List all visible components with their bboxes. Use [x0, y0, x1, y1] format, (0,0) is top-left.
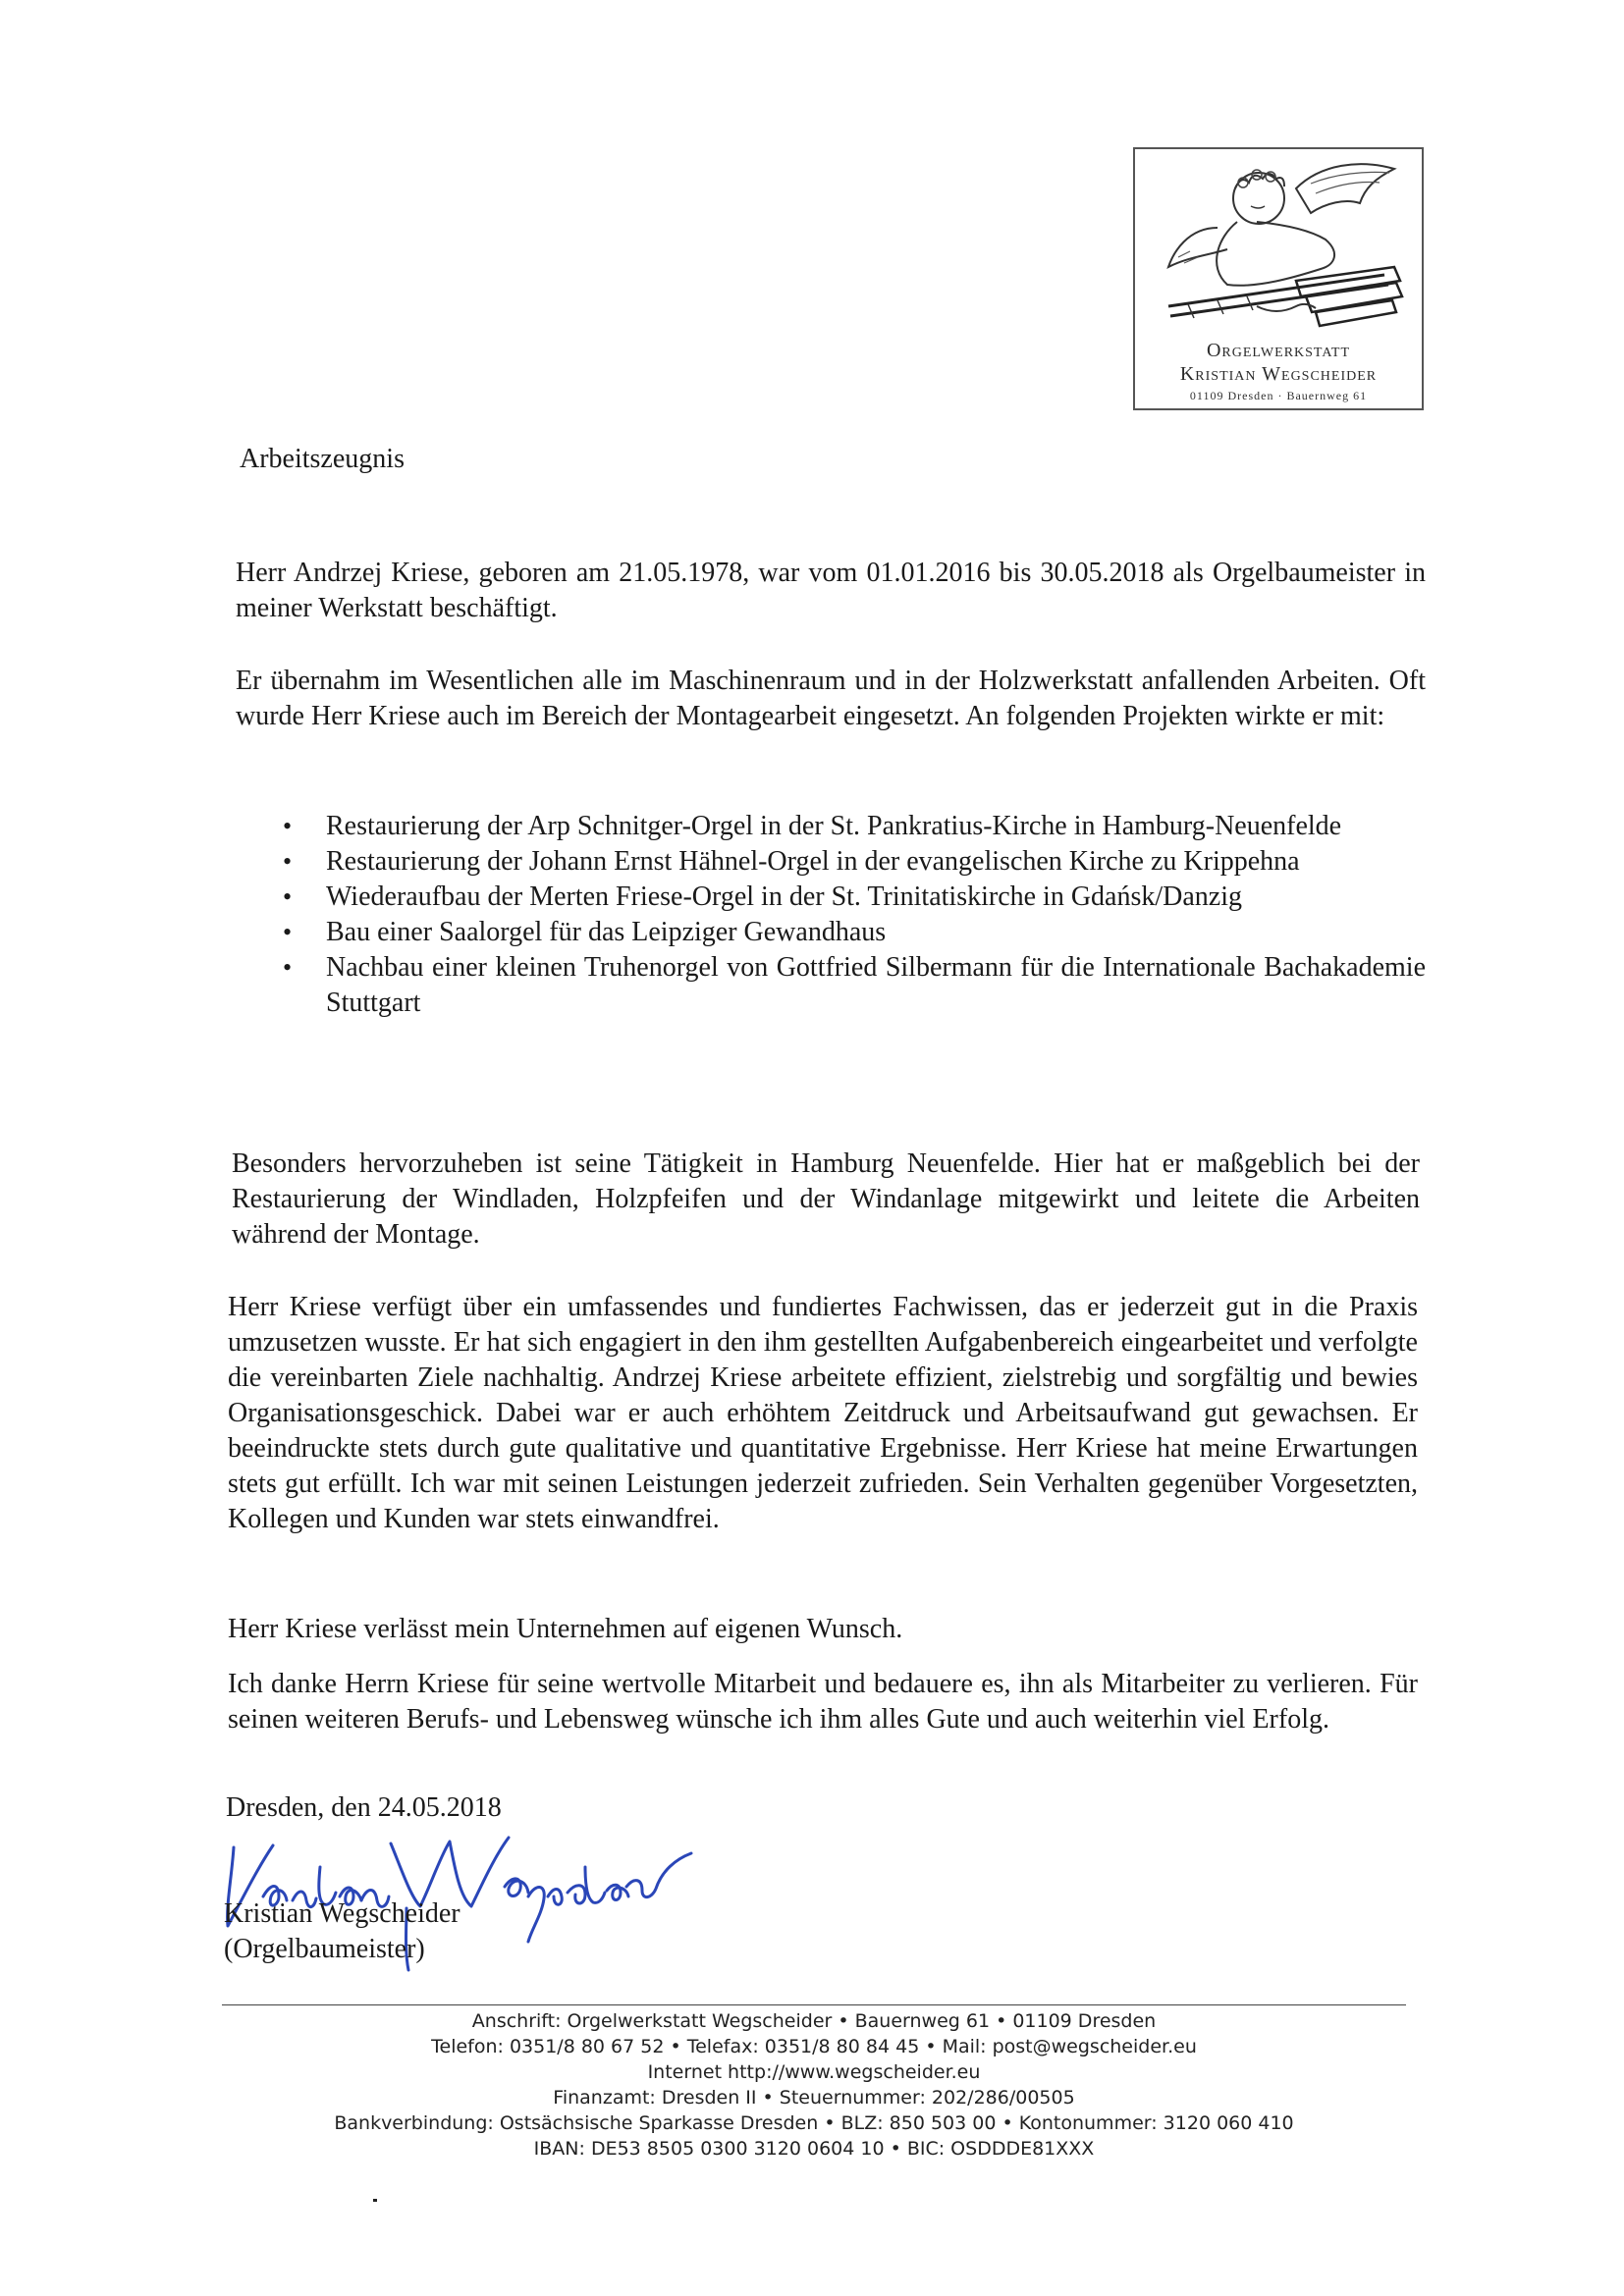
list-item — [236, 950, 1426, 1021]
footer-iban: IBAN: DE53 8505 0300 3120 0604 10 • BIC: OSDDDE81XXX — [533, 2138, 1095, 2160]
list-item — [236, 809, 1426, 844]
project-text: Wiederaufbau der Merten Friese-Orgel in der St. Trinitatiskirche in Gdańsk/Danzig — [326, 881, 1243, 912]
bullet-icon: • — [283, 847, 293, 876]
scan-speck — [373, 2199, 377, 2202]
paragraph-thanks: Ich danke Herrn Kriese für seine wertvolle Mitarbeit und bedauere es, ihn als Mitarbeiter zu verlieren. Für seinen weiteren Berufs- und Lebensweg wünsche ich ihm alles Gute und auch weiterhin viel Erfolg. — [228, 1669, 1418, 1735]
bullet-icon: • — [283, 882, 293, 911]
footer-internet: Internet http://www.wegscheider.eu — [647, 2061, 981, 2083]
paragraph-duties: Er übernahm im Wesentlichen alle im Maschinenraum und in der Holzwerkstatt anfallenden Arbeiten. Oft wurde Herr Kriese auch im Bereich der Montagearbeit eingesetzt. An folgenden Projekten wirkte er mit: — [236, 666, 1426, 731]
project-text: Restaurierung der Arp Schnitger-Orgel in der St. Pankratius-Kirche in Hamburg-Neuenfelde — [326, 811, 1342, 841]
signatory-title: (Orgelbaumeister) — [224, 1934, 425, 1964]
paragraph-employment: Herr Andrzej Kriese, geboren am 21.05.1978, war vom 01.01.2016 bis 30.05.2018 als Orgelbaumeister in meiner Werkstatt beschäftigt. — [236, 558, 1426, 623]
angel-with-organ-pipes-icon — [1149, 159, 1410, 346]
footer — [222, 2008, 1406, 2162]
paragraph-highlight: Besonders hervorzuheben ist seine Tätigkeit in Hamburg Neuenfelde. Hier hat er maßgeblich bei der Restaurierung der Windladen, Holzpfeifen und der Windanlage mitgewirkt und leitete die Arbeiten während der Montage. — [232, 1148, 1420, 1250]
project-text: Restaurierung der Johann Ernst Hähnel-Orgel in der evangelischen Kirche zu Krippehna — [326, 846, 1300, 877]
letterhead-line-owner: Kristian Wegscheider — [1179, 363, 1378, 385]
bullet-icon: • — [283, 918, 293, 946]
project-list — [236, 809, 1426, 1021]
footer-address: Anschrift: Orgelwerkstatt Wegscheider • Bauernweg 61 • 01109 Dresden — [471, 2010, 1157, 2032]
letterhead-line-workshop: Orgelwerkstatt — [1206, 340, 1351, 361]
list-item — [236, 915, 1426, 950]
signature-text: Kristian Wegscheider — [224, 1890, 242, 1892]
footer-bank: Bankverbindung: Ostsächsische Sparkasse Dresden • BLZ: 850 503 00 • Kontonummer: 3120 060 410 — [334, 2112, 1294, 2134]
paragraph-assessment: Herr Kriese verfügt über ein umfassendes und fundiertes Fachwissen, das er jederzeit gut in die Praxis umzusetzen wusste. Er hat sich engagiert in den ihm gestellten Aufgabenbereich eingearbeitet und verfolgte die vereinbarten Ziele nachhaltig. Andrzej Kriese arbeitete effizient, zielstrebig und sorgfältig und bewies Organisationsgeschick. Dabei war er auch erhöhtem Zeitdruck und Arbeitsaufwand gut gewachsen. Er beeindruckte stets durch gute qualitative und quantitative Ergebnisse. Herr Kriese hat meine Erwartungen stets gut erfüllt. Ich war mit seinen Leistungen jederzeit zufrieden. Sein Verhalten gegenüber Vorgesetzten, Kollegen und Kunden war stets einwandfrei. — [228, 1292, 1418, 1534]
paragraph-leaving: Herr Kriese verlässt mein Unternehmen auf eigenen Wunsch. — [228, 1614, 903, 1644]
project-text: Bau einer Saalorgel für das Leipziger Gewandhaus — [326, 917, 887, 947]
project-text: Nachbau einer kleinen Truhenorgel von Gottfried Silbermann für die Internationale Bachakademie Stuttgart — [326, 952, 1426, 1018]
list-item — [236, 844, 1426, 880]
footer-divider — [222, 2004, 1406, 2005]
bullet-icon: • — [283, 812, 293, 840]
footer-contact: Telefon: 0351/8 80 67 52 • Telefax: 0351/8 80 84 45 • Mail: post@wegscheider.eu — [431, 2036, 1197, 2057]
list-item — [236, 880, 1426, 915]
letterhead-logo — [1133, 147, 1424, 410]
signatory-name: Kristian Wegscheider — [224, 1898, 460, 1929]
footer-tax: Finanzamt: Dresden II • Steuernummer: 202/286/00505 — [553, 2087, 1075, 2109]
letterhead-line-address: 01109 Dresden · Bauernweg 61 — [1189, 389, 1368, 402]
bullet-icon: • — [283, 953, 293, 982]
document-title: Arbeitszeugnis — [240, 444, 405, 474]
place-and-date: Dresden, den 24.05.2018 — [226, 1792, 502, 1823]
